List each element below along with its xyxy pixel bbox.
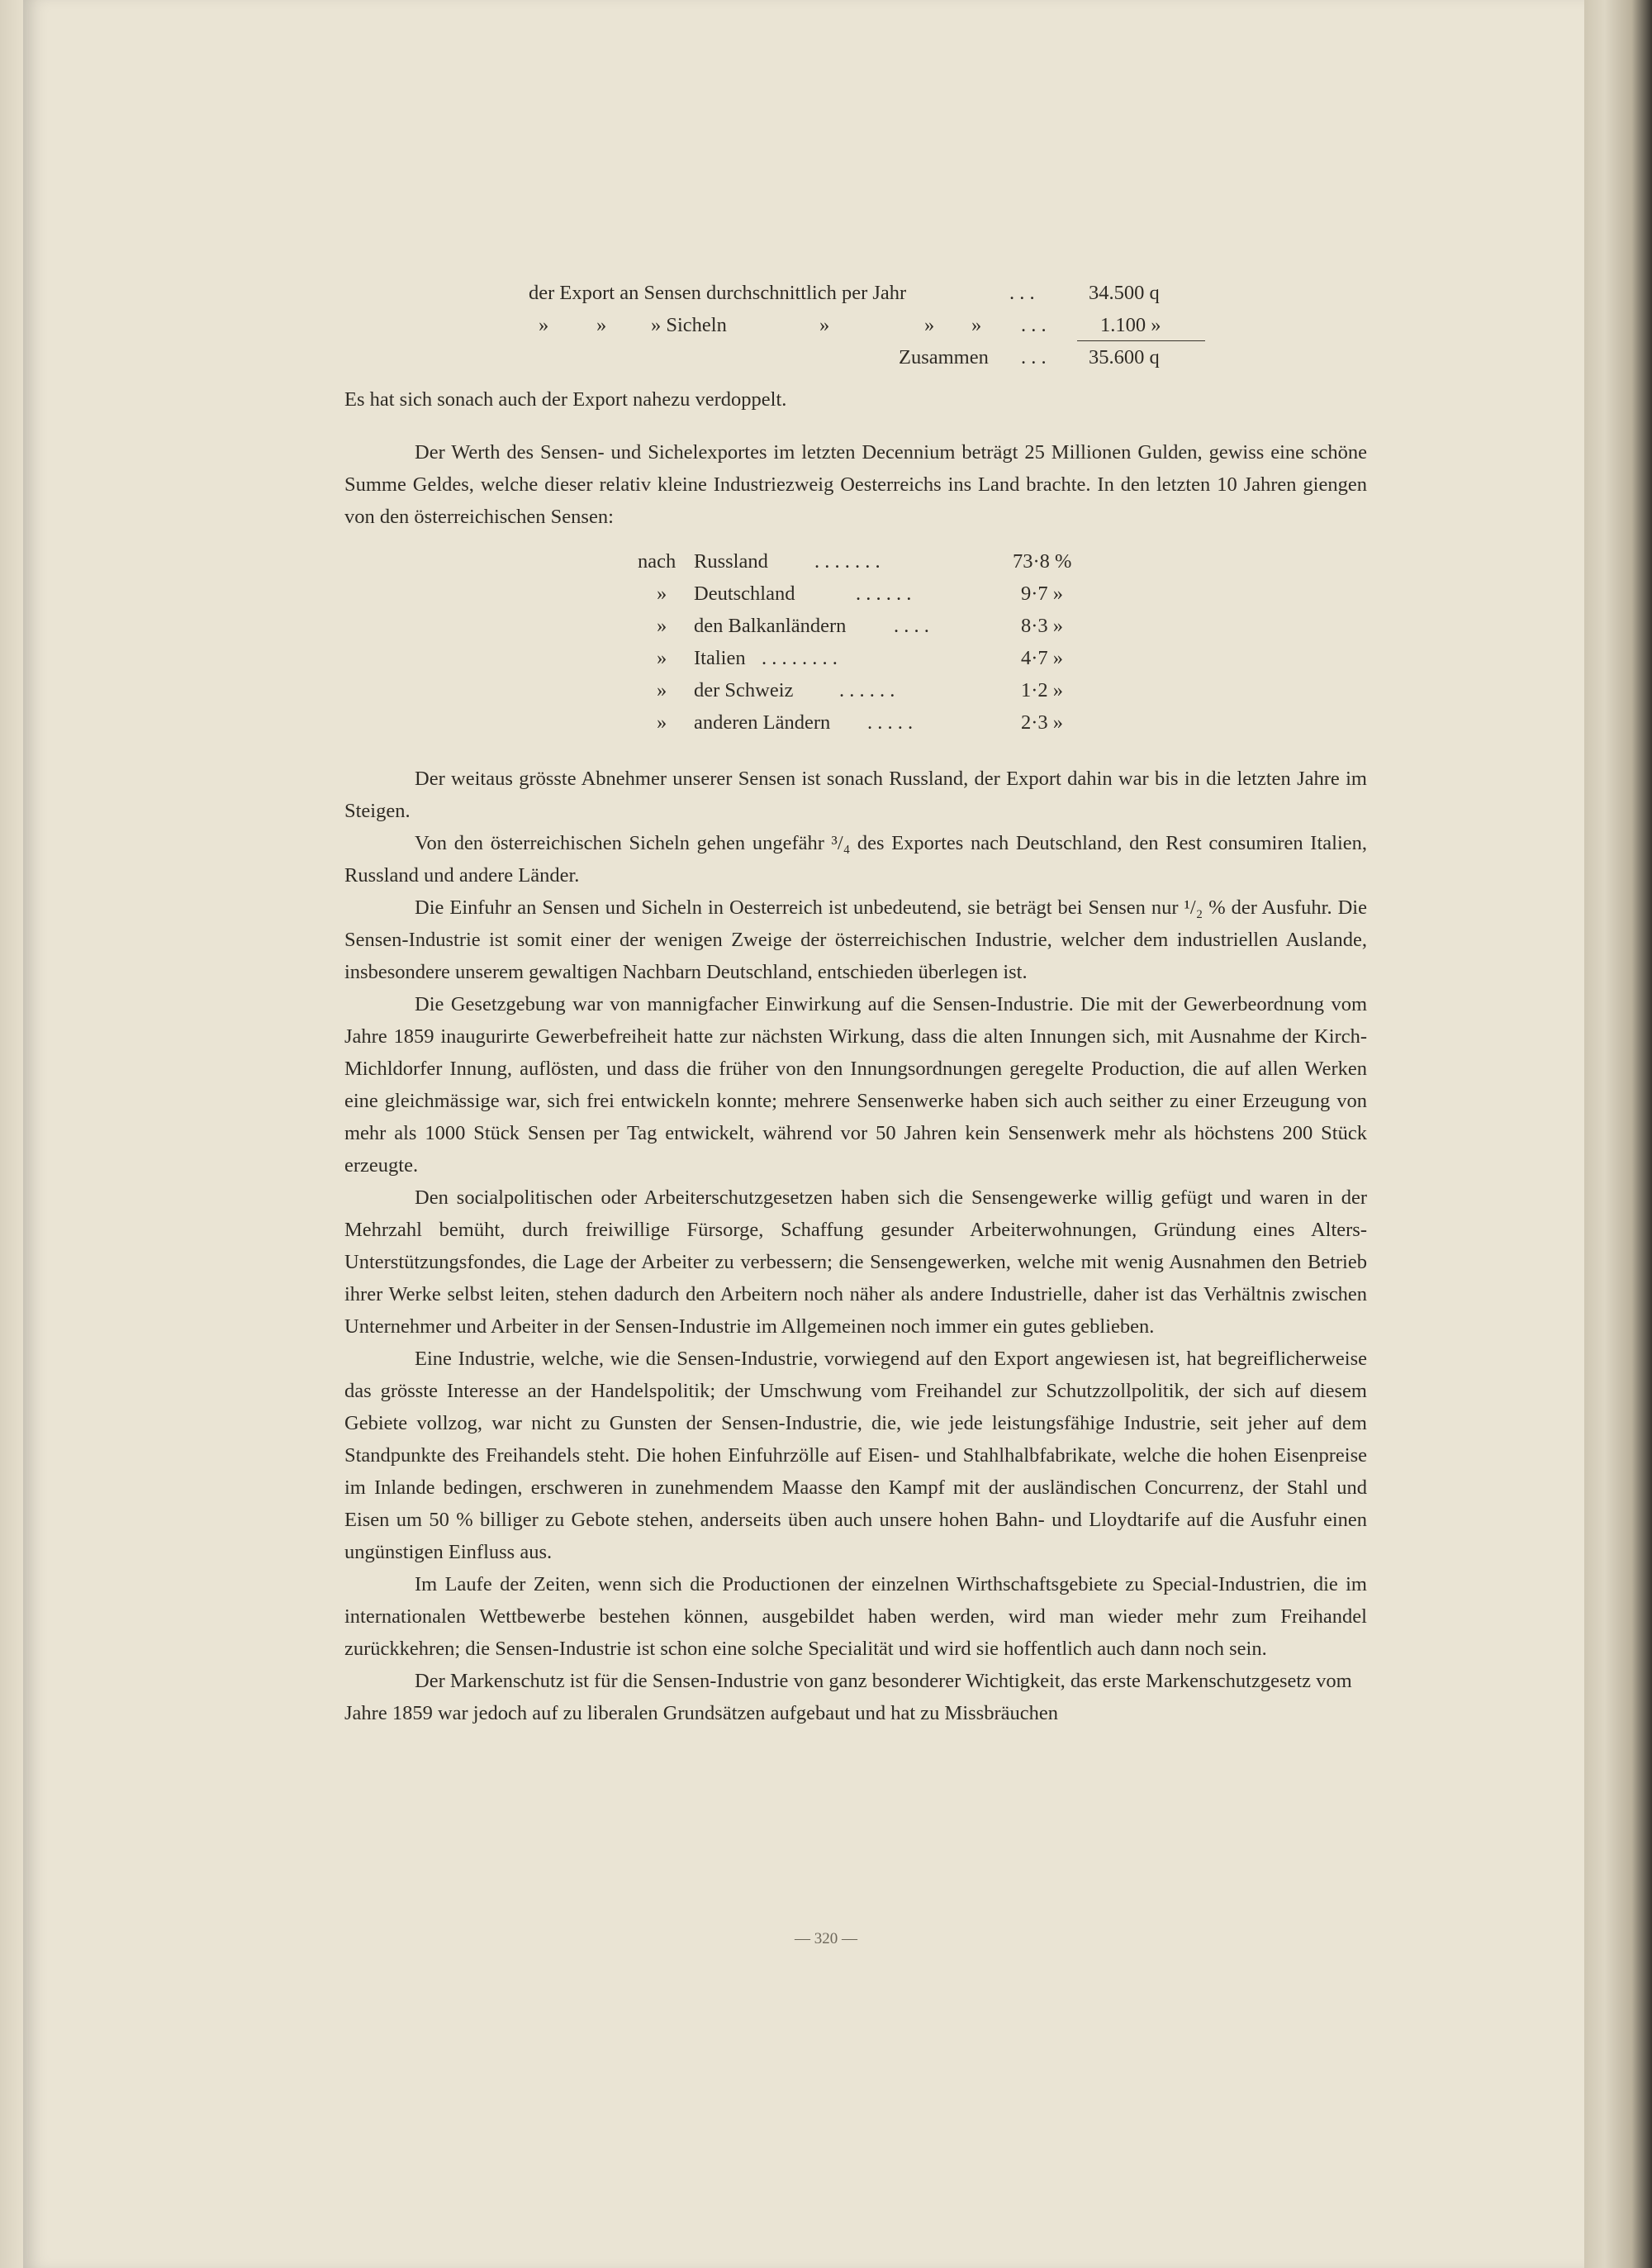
destination-value: 9·7 » [1021, 582, 1064, 605]
total-label: Zusammen [899, 346, 989, 368]
destination-prefix: » [657, 711, 667, 734]
destination-country: anderen Ländern [694, 711, 831, 734]
destination-prefix: nach [638, 550, 676, 573]
ditto-mark: » [924, 314, 935, 336]
export-dots: . . . [1009, 282, 1035, 304]
destination-dots: . . . . . . . . [762, 647, 838, 669]
destination-value: 8·3 » [1021, 615, 1064, 637]
paragraph: Den socialpolitischen oder Arbeiterschutzgesetzen haben sich die Sensengewerke willig gefügt und waren in der Mehrzahl bemüht, durch freiwillige Fürsorge, Schaffung gesunder Arbeiterwohnungen, Gründung eines Alters-Unterstützungsfondes, die Lage der Arbeiter zu verbessern; die Sensengewerken, welche mit wenig Ausnahmen den Betrieb ihrer Werke selbst leiten, stehen dadurch den Arbeitern noch näher als andere Industrielle, daher ist das Verhältnis zwischen Unternehmer und Arbeiter in der Sensen-Industrie im Allgemeinen noch immer ein gutes geblieben. [344, 1186, 1367, 1338]
export-value: 34.500 q [1089, 282, 1160, 304]
destination-country: Russland [694, 550, 768, 573]
destination-value: 4·7 » [1021, 647, 1064, 669]
export-dots: . . . [1021, 346, 1047, 368]
destination-value: 73·8 % [1013, 550, 1072, 573]
destination-country: Italien [694, 647, 746, 669]
page-number: — 320 — [795, 1930, 857, 1947]
intro-sentence: Es hat sich sonach auch der Export nahezu verdoppelt. [344, 388, 787, 411]
paragraph: Der weitaus grösste Abnehmer unserer Sensen ist sonach Russland, der Export dahin war bis in die letzten Jahre im Steigen. [344, 768, 1367, 822]
ditto-mark: » [819, 314, 830, 336]
page-gutter [0, 0, 23, 2268]
value-paragraph: Der Werth des Sensen- und Sichelexportes im letzten Decennium beträgt 25 Millionen Gulden, gewiss eine schöne Summe Geldes, welche dieser relativ kleine Industriezweig Oesterreichs ins Land brachte. In den letzten 10 Jahren giengen von den österreichischen Sensen: [344, 441, 1367, 528]
destination-dots: . . . . . . . [814, 550, 881, 573]
destination-prefix: » [657, 615, 667, 637]
ditto-mark: » [971, 314, 982, 336]
destination-country: Deutschland [694, 582, 795, 605]
paragraph: Der Markenschutz ist für die Sensen-Industrie von ganz besonderer Wichtigkeit, das erste Markenschutzgesetz vom Jahre 1859 war jedoch auf zu liberalen Grundsätzen aufgebaut und hat zu Missbräuchen [344, 1670, 1352, 1724]
ditto-mark: » [596, 314, 607, 336]
destination-prefix: » [657, 647, 667, 669]
intro-block [344, 383, 1367, 416]
export-value: 35.600 q [1089, 346, 1160, 368]
destination-dots: . . . . . . [839, 679, 895, 701]
paragraph: Die Gesetzgebung war von mannigfacher Einwirkung auf die Sensen-Industrie. Die mit der Gewerbeordnung vom Jahre 1859 inaugurirte Gewerbefreiheit hatte zur nächsten Wirkung, dass die alten Innungen sich, mit Ausnahme der Kirch-Michldorfer Innung, auflösten, und dass die früher von den Innungsordnungen geregelte Production, die auf allen Werken eine gleichmässige war, sich frei entwickeln konnte; mehrere Sensenwerke haben sich auch seither zu einer Erzeugung von mehr als 1000 Stück Sensen per Tag entwickelt, während vor 50 Jahren kein Sensenwerk mehr als höchstens 200 Stück erzeugte. [344, 993, 1367, 1177]
destination-value: 2·3 » [1021, 711, 1064, 734]
export-dots: . . . [1021, 314, 1047, 336]
destination-value: 1·2 » [1021, 679, 1064, 701]
ditto-mark: » [539, 314, 549, 336]
destination-dots: . . . . . . [856, 582, 912, 605]
sum-rule [1077, 340, 1205, 341]
export-label: der Export an Sensen durchschnittlich per Jahr [529, 282, 907, 304]
value-paragraph-block [344, 436, 1367, 533]
destination-prefix: » [657, 582, 667, 605]
paragraph: Die Einfuhr an Sensen und Sicheln in Oesterreich ist unbedeutend, sie beträgt bei Sensen nur ¹/₂ % der Ausfuhr. Die Sensen-Industrie ist somit einer der wenigen Zweige der österreichischen Industrie, welcher dem industriellen Auslande, insbesondere unserem gewaltigen Nachbarn Deutschland, entschieden überlegen ist. [344, 896, 1367, 983]
paragraph: Im Laufe der Zeiten, wenn sich die Productionen der einzelnen Wirthschaftsgebiete zu Special-Industrien, die im internationalen Wettbewerbe bestehen können, ausgebildet haben werden, wird man wieder mehr zum Freihandel zurückkehren; die Sensen-Industrie ist schon eine solche Specialität und wird sie hoffentlich auch dann noch sein. [344, 1573, 1367, 1660]
paragraph: Von den österreichischen Sicheln gehen ungefähr ³/₄ des Exportes nach Deutschland, den Rest consumiren Italien, Russland und andere Länder. [344, 832, 1367, 887]
destination-country: der Schweiz [694, 679, 794, 701]
body-text [344, 763, 1367, 1729]
export-value: 1.100 » [1100, 314, 1161, 336]
destination-country: den Balkanländern [694, 615, 847, 637]
paragraph: Eine Industrie, welche, wie die Sensen-Industrie, vorwiegend auf den Export angewiesen ist, hat begreiflicherweise das grösste Interesse an der Handelspolitik; der Umschwung vom Freihandel zur Schutzzollpolitik, der sich auf diesem Gebiete vollzog, war nicht zu Gunsten der Sensen-Industrie, die, wie jede leistungsfähige Industrie, seit jeher auf dem Standpunkte des Freihandels steht. Die hohen Einfuhrzölle auf Eisen- und Stahlhalbfabrikate, welche die hohen Eisenpreise im Inlande bedingen, erschweren in zunehmendem Maasse den Kampf mit der ausländischen Concurrenz, der Stahl und Eisen um 50 % billiger zu Gebote stehen, anderseits üben auch unsere hohen Bahn- und Lloydtarife auf die Ausfuhr einen ungünstigen Einfluss aus. [344, 1348, 1367, 1563]
destination-prefix: » [657, 679, 667, 701]
destination-dots: . . . . . [867, 711, 914, 734]
destination-dots: . . . . [894, 615, 929, 637]
page-edge [1584, 0, 1652, 2268]
export-label: » Sicheln [651, 314, 727, 336]
